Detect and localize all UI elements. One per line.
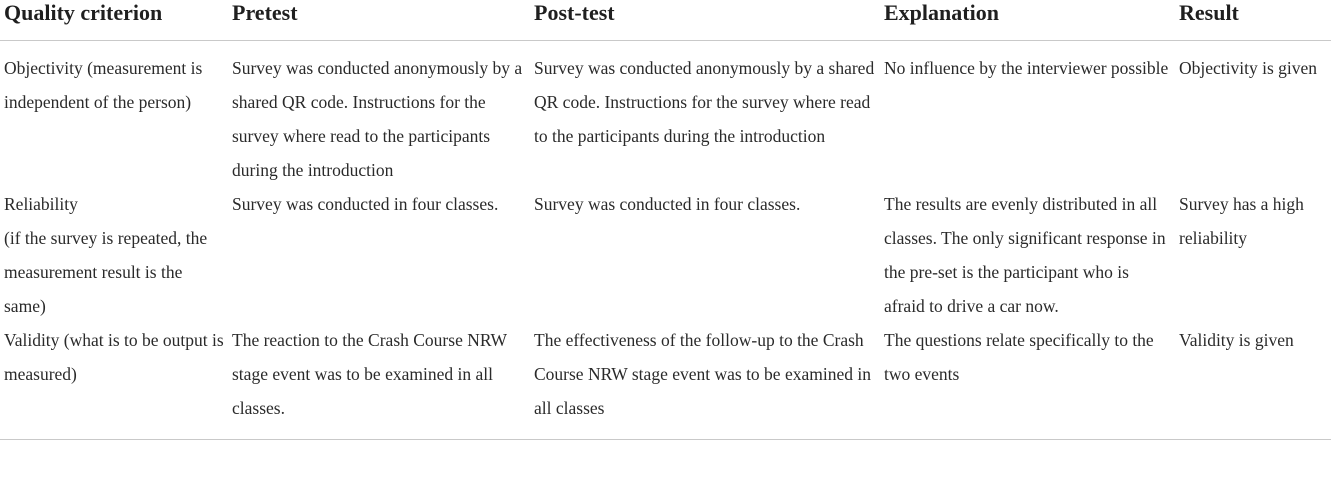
cell-pretest: The reaction to the Crash Course NRW stage event was to be examined in all classes. — [228, 323, 530, 440]
cell-pretest: Survey was conducted anonymously by a shared QR code. Instructions for the survey where read to the participants during the introduction — [232, 58, 523, 180]
header-post-test: Post-test — [530, 0, 880, 41]
header-row — [0, 0, 1331, 41]
cell-result: Survey has a high reliability — [1179, 194, 1304, 248]
table-row-objectivity — [0, 41, 1331, 188]
criterion-title: Reliability (if the survey is repeated, the measurement result is the same) — [4, 194, 208, 316]
cell-explanation: The results are evenly distributed in all classes. The only significant response in the pre-set is the participant who is afraid to drive a car now. — [884, 194, 1166, 316]
header-quality-criterion: Quality criterion — [0, 0, 228, 41]
table-header — [0, 0, 1331, 41]
table-row-reliability — [0, 187, 1331, 323]
cell-pretest: Survey was conducted in four classes. — [232, 194, 499, 214]
cell-criterion: Objectivity (measurement is independent of the person) — [4, 58, 203, 112]
header-result: Result — [1175, 0, 1331, 41]
cell-post-test: Survey was conducted anonymously by a shared QR code. Instructions for the survey where read to the participants during the introduction — [534, 58, 875, 146]
cell-criterion — [0, 187, 228, 323]
header-explanation: Explanation — [880, 0, 1175, 41]
cell-post-test: Survey was conducted in four classes. — [534, 194, 801, 214]
header-pretest: Pretest — [228, 0, 530, 41]
cell-criterion: Validity (what is to be output is measured) — [0, 323, 228, 440]
cell-post-test: The effectiveness of the follow-up to the Crash Course NRW stage event was to be examined in all classes — [530, 323, 880, 440]
cell-result: Validity is given — [1175, 323, 1331, 440]
cell-explanation: No influence by the interviewer possible — [884, 58, 1169, 78]
table-row-validity — [0, 323, 1331, 440]
cell-explanation: The questions relate specifically to the two events — [880, 323, 1175, 440]
table-body — [0, 41, 1331, 440]
cell-result: Objectivity is given — [1179, 58, 1318, 78]
